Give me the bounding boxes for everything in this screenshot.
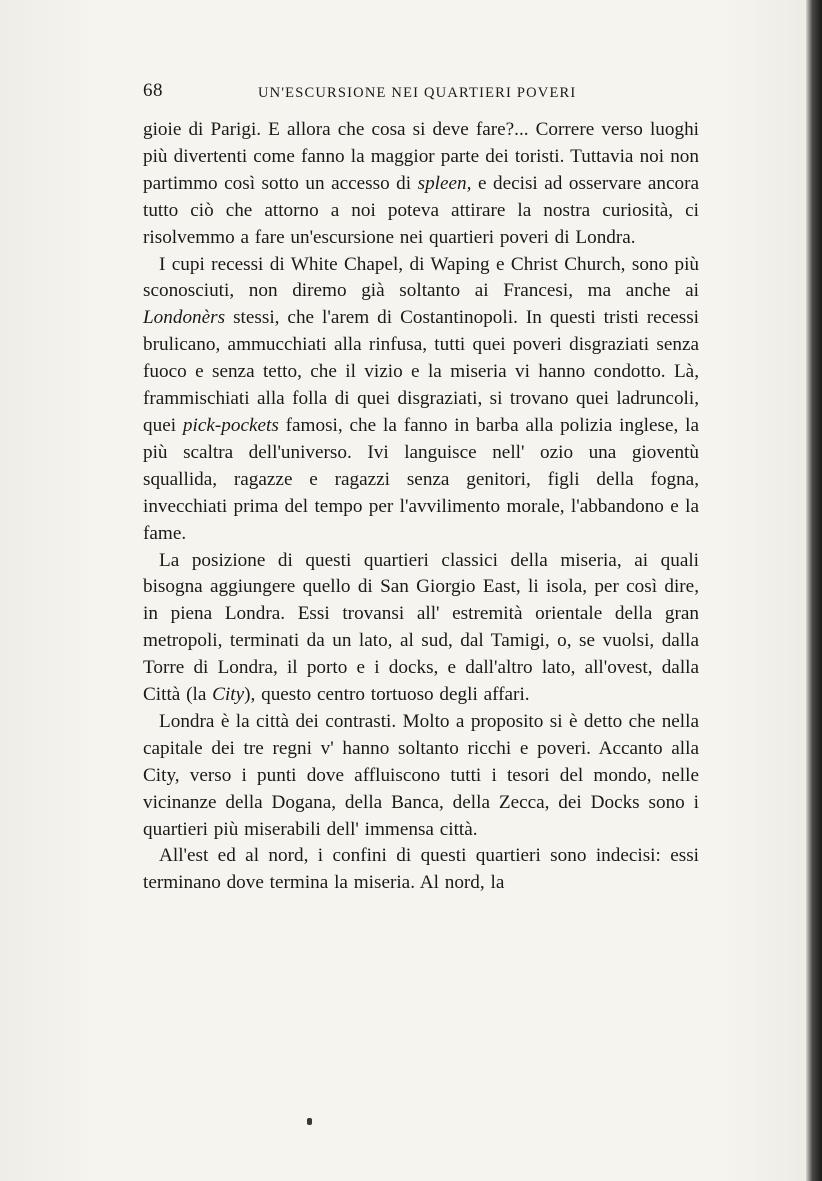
book-spine-shadow (806, 0, 822, 1181)
paragraph-text: e decisi ad osservare ancora tutto ciò che attorno a noi poteva attirare la nostra curiosità, ci risolvemmo a fare un'escursione nei quartieri poveri di Londra. (143, 172, 699, 248)
paragraph-text: Londra è la città dei contrasti. Molto a proposito si è detto che nella capitale dei tre regni v' hanno soltanto ricchi e poveri. Accanto alla City, verso i punti dove affluiscono tutti i tesori del mondo, nelle vicinanze della Dogana, della Banca, della Zecca, dei Docks sono i quartieri più miserabili dell' immensa città. (143, 710, 699, 840)
paragraph-text: La posizione di questi quartieri classici della miseria, ai quali bisogna aggiungere quello di San Giorgio East, li isola, per così dire, in piena Londra. Essi trovansi all' estremità orientale della gran metropoli, terminati da un lato, al sud, dal Tamigi, o, se vuolsi, dalla Torre di Londra, il porto e i docks, e dall'altro lato, all'ovest, dalla Città (la (143, 549, 699, 706)
italic-text: spleen, (417, 172, 472, 194)
paragraph-text: gioie di Parigi. E allora che cosa si deve fare?... Correre verso luoghi più divertenti come fanno la maggior parte dei toristi. Tuttavia noi non partimmo così sotto un accesso di (143, 119, 699, 194)
paragraph (143, 117, 699, 252)
paragraph (143, 548, 699, 709)
italic-text: Londonèrs (143, 307, 226, 329)
italic-text: City (212, 684, 245, 706)
paragraph (143, 252, 699, 548)
paragraph-text: stessi, che l'arem di Costantinopoli. In questi tristi recessi brulicano, ammucchiati alla rinfusa, tutti quei poveri disgraziati senza fuoco e senza tetto, che il vizio e la miseria vi hanno condotto. Là, frammischiati alla folla di quei disgraziati, si trovano quei ladruncoli, quei (143, 307, 699, 436)
paragraph (143, 709, 699, 844)
page-header (143, 80, 703, 110)
ink-spot (307, 1118, 312, 1125)
body-text (143, 117, 699, 897)
paragraph-text: ), questo centro tortuoso degli affari. (244, 684, 530, 706)
paragraph-text: famosi, che la fanno in barba alla polizia inglese, la più scaltra dell'universo. Ivi languisce nell' ozio una gioventù squallida, ragazze e ragazzi senza genitori, figli della fogna, invecchiati prima del tempo per l'avvilimento morale, l'abbandono e la fame. (143, 414, 699, 544)
page-number: 68 (143, 80, 163, 101)
paragraph-text: I cupi recessi di White Chapel, di Waping e Christ Church, sono più sconosciuti, non diremo già soltanto ai Francesi, ma anche ai (143, 253, 699, 302)
running-head: UN'ESCURSIONE NEI QUARTIERI POVERI (258, 85, 577, 101)
italic-text: pick-pockets (182, 414, 279, 436)
paragraph (143, 843, 699, 897)
paragraph-text: All'est ed al nord, i confini di questi quartieri sono indecisi: essi terminano dove termina la miseria. Al nord, la (143, 845, 699, 894)
